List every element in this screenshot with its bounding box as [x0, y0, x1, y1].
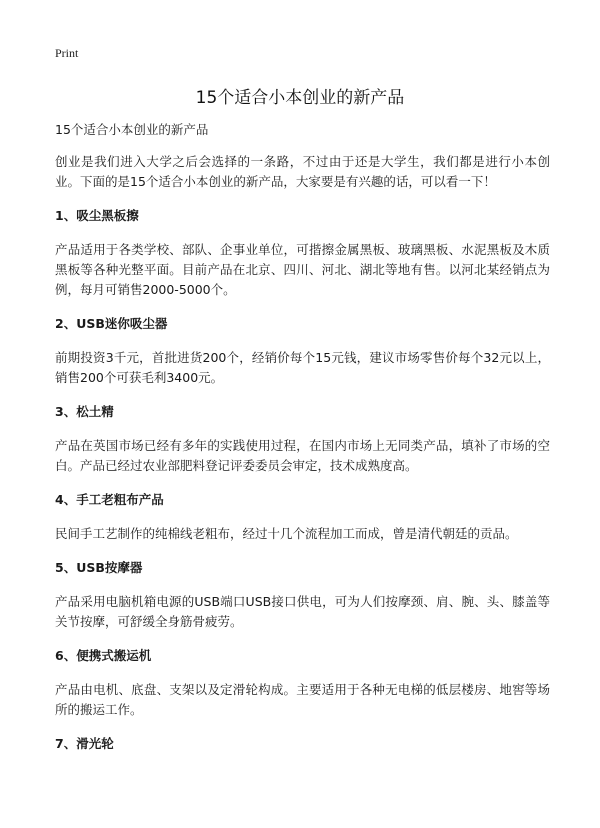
section-1-body: 产品适用于各类学校、部队、企事业单位，可揩擦金属黑板、玻璃黑板、水泥黑板及木质黑板等各种光整平面。目前产品在北京、四川、河北、湖北等地有售。以河北某经销点为例，每月可销售2000-5000个。 [55, 242, 550, 297]
section-6-body: 产品由电机、底盘、支架以及定滑轮构成。主要适用于各种无电梯的低层楼房、地窖等场所的搬运工作。 [55, 682, 550, 717]
section-2-title: 2、USB迷你吸尘器 [55, 316, 168, 331]
section-4-body: 民间手工艺制作的纯棉线老粗布，经过十几个流程加工而成，曾是清代朝廷的贡品。 [55, 526, 518, 541]
article-subtitle: 15个适合小本创业的新产品 [55, 122, 209, 137]
section-2-body: 前期投资3千元，首批进货200个，经销价每个15元钱，建议市场零售价每个32元以上，销售200个可获毛利3400元。 [55, 350, 550, 385]
section-5-title: 5、USB按摩器 [55, 560, 143, 575]
article-body [55, 120, 550, 768]
intro-paragraph: 创业是我们进入大学之后会选择的一条路，不过由于还是大学生，我们都是进行小本创业。下面的是15个适合小本创业的新产品，大家要是有兴趣的话，可以看一下！ [55, 154, 550, 189]
section-4-title: 4、手工老粗布产品 [55, 492, 164, 507]
section-5-body: 产品采用电脑机箱电源的USB端口USB接口供电，可为人们按摩颈、肩、腕、头、膝盖等关节按摩，可舒缓全身筋骨疲劳。 [55, 594, 550, 629]
section-7-title: 7、滑光轮 [55, 736, 114, 751]
section-3-body: 产品在英国市场已经有多年的实践使用过程，在国内市场上无同类产品，填补了市场的空白。产品已经过农业部肥料登记评委委员会审定，技术成熟度高。 [55, 438, 550, 473]
print-link[interactable]: Print [55, 46, 79, 60]
section-1-title: 1、吸尘黑板擦 [55, 208, 139, 223]
section-6-title: 6、便携式搬运机 [55, 648, 152, 663]
section-3-title: 3、松土精 [55, 404, 114, 419]
page-title: 15个适合小本创业的新产品 [195, 88, 405, 108]
